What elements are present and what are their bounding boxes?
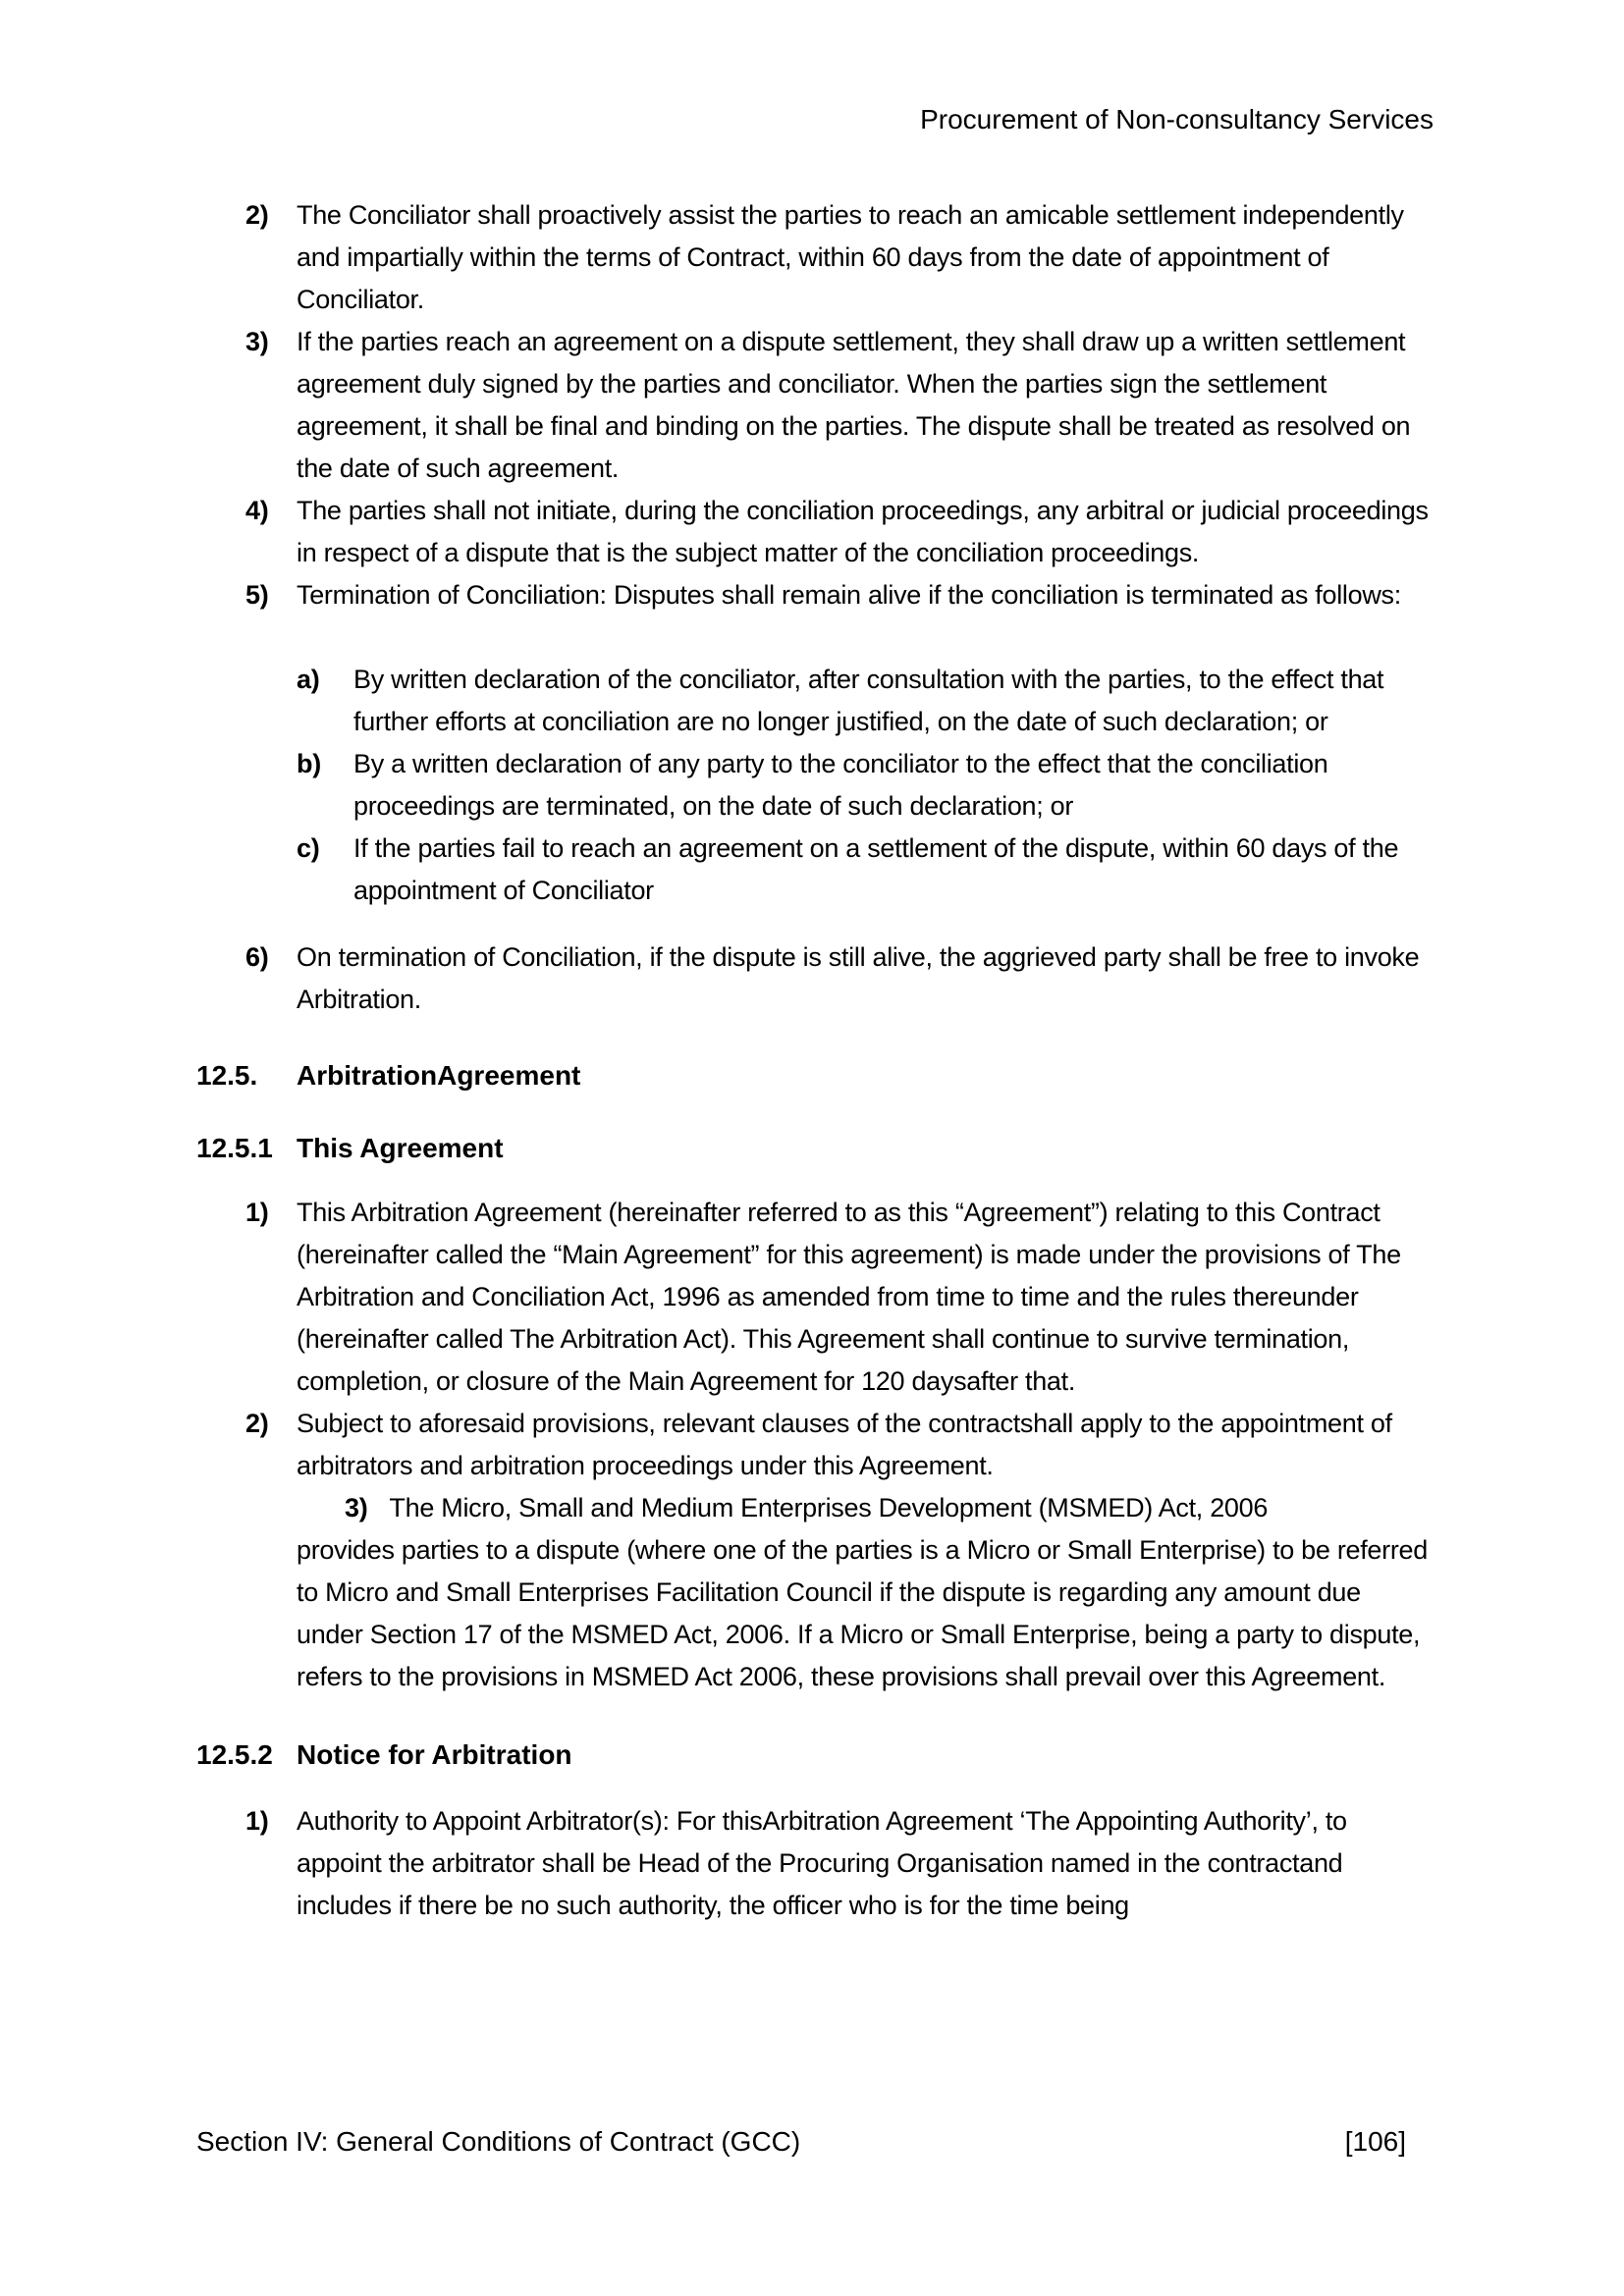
msmed-lead-text: The Micro, Small and Medium Enterprises Development (MSMED) Act, 2006	[389, 1493, 1269, 1522]
list-item	[297, 743, 1434, 828]
section-title: This Agreement	[297, 1133, 504, 1163]
section-number: 12.5.2	[196, 1739, 273, 1770]
msmed-paragraph	[297, 1487, 1434, 1698]
list-marker: a)	[297, 665, 320, 694]
list-item-text: By written declaration of the conciliator, after consultation with the parties, to the effect that further efforts at conciliation are no longer justified, on the date of such declaration; or	[353, 665, 1384, 736]
page-content	[196, 0, 1434, 1927]
list-marker: 4)	[245, 496, 269, 525]
notice-list	[196, 1800, 1434, 1927]
list-item	[245, 490, 1434, 574]
conciliation-list	[196, 194, 1434, 616]
list-item	[245, 574, 1434, 616]
list-item-text: Termination of Conciliation: Disputes shall remain alive if the conciliation is terminated as follows:	[297, 580, 1401, 610]
list-marker: 2)	[245, 1409, 269, 1438]
agreement-list	[196, 1192, 1434, 1487]
list-item-text: Authority to Appoint Arbitrator(s): For thisArbitration Agreement ‘The Appointing Authority’, to appoint the arbitrator shall be Head of the Procuring Organisation named in the contractand includes if there be no such authority, the officer who is for the time being	[297, 1806, 1347, 1920]
item-6	[196, 936, 1434, 1021]
list-item	[245, 1800, 1434, 1927]
msmed-rest-text: provides parties to a dispute (where one of the parties is a Micro or Small Enterprise) to be referred to Micro and Small Enterprises Facilitation Council if the dispute is regarding any amount due under Section 17 of the MSMED Act, 2006. If a Micro or Small Enterprise, being a party to dispute, refers to the provisions in MSMED Act 2006, these provisions shall prevail over this Agreement.	[297, 1535, 1428, 1691]
page-footer	[196, 2120, 1406, 2163]
section-number: 12.5.1	[196, 1133, 273, 1163]
list-marker: b)	[297, 749, 321, 778]
list-item	[245, 194, 1434, 321]
section-heading-12-5-1	[196, 1127, 1434, 1169]
footer-section-label: Section IV: General Conditions of Contract (GCC)	[196, 2126, 801, 2157]
footer-page-number: [106]	[1344, 2126, 1406, 2157]
list-marker: 6)	[245, 942, 269, 972]
list-item-text: By a written declaration of any party to the conciliator to the effect that the conciliation proceedings are terminated, on the date of such declaration; or	[353, 749, 1328, 821]
list-marker: 1)	[245, 1198, 269, 1227]
running-header-text: Procurement of Non-consultancy Services	[920, 104, 1434, 134]
list-item-text: This Arbitration Agreement (hereinafter referred to as this “Agreement”) relating to this Contract (hereinafter called the “Main Agreement” for this agreement) is made under the provisions of The Arbitration and Conciliation Act, 1996 as amended from time to time and the rules thereunder (hereinafter called The Arbitration Act). This Agreement shall continue to survive termination, completion, or closure of the Main Agreement for 120 daysafter that.	[297, 1198, 1401, 1396]
termination-sublist	[196, 659, 1434, 912]
list-item	[245, 321, 1434, 490]
section-title: Notice for Arbitration	[297, 1739, 572, 1770]
list-marker: 2)	[245, 200, 269, 230]
list-marker: 1)	[245, 1806, 269, 1836]
list-item-text: If the parties reach an agreement on a dispute settlement, they shall draw up a written settlement agreement duly signed by the parties and conciliator. When the parties sign the settlement agreement, it shall be final and binding on the parties. The dispute shall be treated as resolved on the date of such agreement.	[297, 327, 1411, 483]
list-item	[297, 828, 1434, 912]
list-item-text: The parties shall not initiate, during the conciliation proceedings, any arbitral or judicial proceedings in respect of a dispute that is the subject matter of the conciliation proceedings.	[297, 496, 1429, 567]
list-marker: 3)	[345, 1493, 368, 1522]
list-item-text: Subject to aforesaid provisions, relevant clauses of the contractshall apply to the appointment of arbitrators and arbitration proceedings under this Agreement.	[297, 1409, 1392, 1480]
list-marker: 5)	[245, 580, 269, 610]
list-item	[297, 659, 1434, 743]
section-heading-12-5-2	[196, 1734, 1434, 1776]
list-item-text: The Conciliator shall proactively assist the parties to reach an amicable settlement independently and impartially within the terms of Contract, within 60 days from the date of appointment of Conciliator.	[297, 200, 1404, 314]
running-header	[196, 98, 1434, 140]
msmed-lead-line	[297, 1493, 1268, 1522]
list-marker: 3)	[245, 327, 269, 356]
section-heading-12-5	[196, 1054, 1434, 1096]
list-item-text: On termination of Conciliation, if the dispute is still alive, the aggrieved party shall be free to invoke Arbitration.	[297, 942, 1420, 1014]
list-marker: c)	[297, 833, 320, 863]
list-item	[245, 1192, 1434, 1403]
section-number: 12.5.	[196, 1060, 258, 1091]
list-item	[245, 1403, 1434, 1487]
list-item	[245, 936, 1434, 1021]
list-item-text: If the parties fail to reach an agreement on a settlement of the dispute, within 60 days of the appointment of Conciliator	[353, 833, 1399, 905]
section-title: ArbitrationAgreement	[297, 1060, 581, 1091]
